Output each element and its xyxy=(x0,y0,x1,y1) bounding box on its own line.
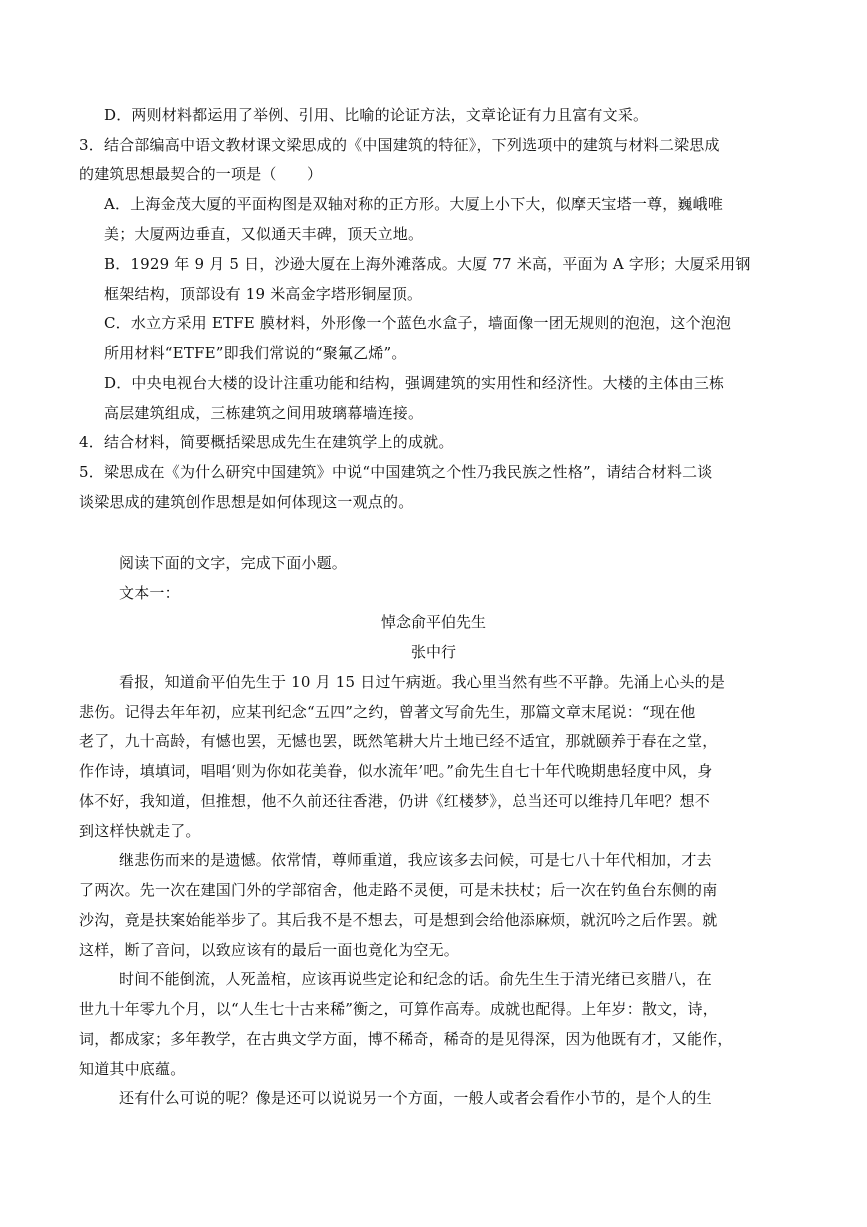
q3-option-c-line1: C．水立方采用 ETFE 膜材料，外形像一个蓝色水盒子，墙面像一团无规则的泡泡，这个泡泡 xyxy=(104,314,732,332)
q5-stem-line2: 谈梁思成的建筑创作思想是如何体现这一观点的。 xyxy=(79,493,414,511)
q3-option-b-line2: 框架结构，顶部设有 19 米高金字塔形铜屋顶。 xyxy=(104,285,423,303)
paragraph-2-line-3: 沙沟，竟是扶案始能举步了。其后我不是不想去，可是想到会给他添麻烦，就沉吟之后作罢。就 xyxy=(79,911,718,929)
article-author: 张中行 xyxy=(410,643,456,661)
q3-stem-line2: 的建筑思想最契合的一项是（ ） xyxy=(79,165,323,183)
q3-option-c-line2: 所用材料“ETFE”即我们常说的“聚氟乙烯”。 xyxy=(104,344,407,362)
paragraph-1-line-6: 到这样快就走了。 xyxy=(79,822,201,840)
article-title: 悼念俞平伯先生 xyxy=(380,613,486,631)
q3-option-a-line2: 美；大厦两边垂直，又似通天丰碑，顶天立地。 xyxy=(104,225,424,243)
q4-stem: 4．结合材料，简要概括梁思成先生在建筑学上的成就。 xyxy=(79,433,454,451)
paragraph-4-line-1: 还有什么可说的呢？像是还可以说说另一个方面，一般人或者会看作小节的，是个人的生 xyxy=(119,1089,712,1107)
paragraph-1-line-4: 作作诗，填填词，唱唱‘则为你如花美眷，似水流年’吧。”俞先生自七十年代晚期患轻度中风，身 xyxy=(79,762,713,780)
q3-option-d-line2: 高层建筑组成，三栋建筑之间用玻璃幕墙连接。 xyxy=(104,404,424,422)
paragraph-1-line-5: 体不好，我知道，但推想，他不久前还往香港，仍讲《红楼梦》，总当还可以维持几年吧？想不 xyxy=(79,792,710,810)
paragraph-2-line-2: 了两次。先一次在建国门外的学部宿舍，他走路不灵便，可是未扶杖；后一次在钓鱼台东侧的南 xyxy=(79,881,718,899)
q2-option-d: D．两则材料都运用了举例、引用、比喻的论证方法，文章论证有力且富有文采。 xyxy=(104,106,649,124)
q5-stem-line1: 5．梁思成在《为什么研究中国建筑》中说“中国建筑之个性乃我民族之性格”，请结合材料二谈 xyxy=(79,463,713,481)
paragraph-2-line-1: 继悲伤而来的是遗憾。依常情，尊师重道，我应该多去问候，可是七八十年代相加，才去 xyxy=(119,851,712,869)
paragraph-1-line-2: 悲伤。记得去年年初，应某刊纪念“五四”之约，曾著文写俞先生，那篇文章末尾说：“现在他 xyxy=(79,703,696,721)
paragraph-1-line-1: 看报，知道俞平伯先生于 10 月 15 日过午病逝。我心里当然有些不平静。先涌上心头的是 xyxy=(119,673,726,691)
q3-stem-line1: 3．结合部编高中语文教材课文梁思成的《中国建筑的特征》，下列选项中的建筑与材料二梁思成 xyxy=(79,136,720,154)
paragraph-3-line-3: 词，都成家；多年教学，在古典文学方面，博不稀奇，稀奇的是见得深，因为他既有才，又能作， xyxy=(79,1030,733,1048)
q3-option-d-line1: D．中央电视台大楼的设计注重功能和结构，强调建筑的实用性和经济性。大楼的主体由三栋 xyxy=(104,374,725,392)
paragraph-3-line-2: 世九十年零九个月，以“人生七十古来稀”衡之，可算作高寿。成就也配得。上年岁：散文，诗， xyxy=(79,1000,718,1018)
paragraph-3-line-1: 时间不能倒流，人死盖棺，应该再说些定论和纪念的话。俞先生生于清光绪已亥腊八，在 xyxy=(119,970,712,988)
reading-instruction: 阅读下面的文字，完成下面小题。 xyxy=(119,554,348,572)
q3-option-a-line1: A．上海金茂大厦的平面构图是双轴对称的正方形。大厦上小下大，似摩天宝塔一尊，巍峨唯 xyxy=(104,195,724,213)
q3-option-b-line1: B．1929 年 9 月 5 日，沙逊大厦在上海外滩落成。大厦 77 米高，平面为 A 字形；大厦采用钢 xyxy=(104,255,751,273)
paragraph-2-line-4: 这样，断了音问，以致应该有的最后一面也竟化为空无。 xyxy=(79,941,460,959)
paragraph-3-line-4: 知道其中底蕴。 xyxy=(79,1060,186,1078)
paragraph-1-line-3: 老了，九十高龄，有憾也罢，无憾也罢，既然笔耕大片土地已经不适宜，那就颐养于春在之堂， xyxy=(79,732,718,750)
text-label: 文本一： xyxy=(119,584,180,602)
